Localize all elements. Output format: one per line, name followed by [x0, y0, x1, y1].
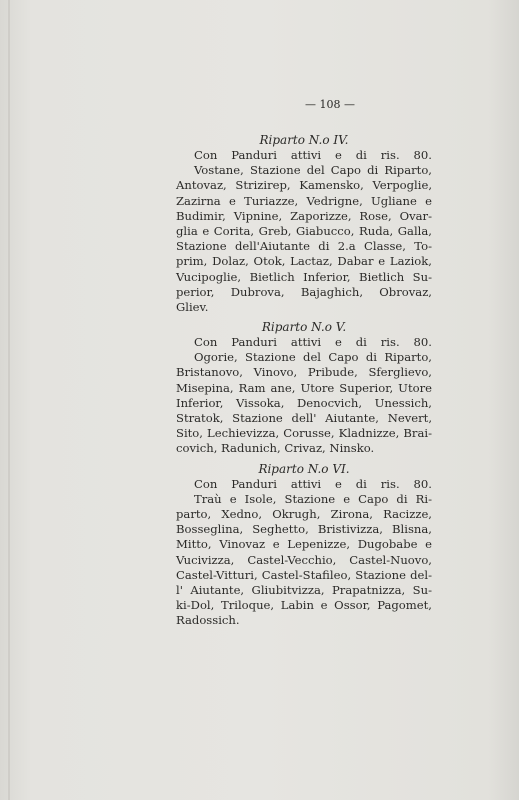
section-iv-line: Gliev. — [176, 299, 209, 314]
section-iv-line: Budimir, Vipnine, Zaporizze, Rose, Ovar- — [176, 208, 432, 223]
section-vi-line: Traù e Isole, Stazione e Capo di Ri- — [194, 491, 432, 506]
section-v-line: Ogorie, Stazione del Capo di Riparto, — [194, 350, 432, 365]
section-v-line: Bristanovo, Vinovo, Pribude, Sferglievo, — [176, 365, 432, 380]
section-heading-vi: Riparto N.o VI. — [258, 461, 350, 476]
section-iv-line: Vucipoglie, Bietlich Inferior, Bietlich Su- — [176, 269, 432, 284]
section-iv-line: Con Panduri attivi e di ris. 80. — [194, 148, 432, 162]
section-heading-iv: Riparto N.o IV. — [259, 133, 349, 147]
section-iv-line: perior, Dubrova, Bajaghich, Obrovaz, — [176, 284, 432, 299]
section-iv-line: Vostane, Stazione del Capo di Riparto, — [194, 163, 432, 178]
page-fold-shadow — [8, 0, 10, 800]
section-vi-line: Mitto, Vinovaz e Lepenizze, Dugobabe e — [176, 537, 432, 552]
section-iv-line: Stazione dell'Aiutante di 2.a Classe, To- — [176, 239, 432, 254]
section-vi-line: parto, Xedno, Okrugh, Zirona, Racizze, — [176, 506, 432, 521]
section-v-line: Con Panduri attivi e di ris. 80. — [194, 335, 432, 350]
section-v-line: Misepina, Ram ane, Utore Superior, Utore — [176, 380, 432, 395]
section-vi-line: Castel-Vitturi, Castel-Stafileo, Stazione del- — [176, 567, 432, 582]
section-v-line: Sito, Lechievizza, Corusse, Kladnizze, Brai- — [176, 426, 432, 441]
section-iv-line: Antovaz, Strizirep, Kamensko, Verpoglie, — [176, 178, 432, 193]
section-vi-line: Con Panduri attivi e di ris. 80. — [194, 476, 432, 491]
section-vi-line: l' Aiutante, Gliubitvizza, Prapatnizza, Su- — [176, 582, 432, 597]
section-vi-line: Vucivizza, Castel-Vecchio, Castel-Nuovo, — [176, 552, 432, 567]
section-v-line: covich, Radunich, Crivaz, Ninsko. — [176, 441, 375, 456]
section-vi-line: Radossich. — [176, 613, 240, 628]
section-vi-line: ki-Dol, Triloque, Labin e Ossor, Pagomet, — [176, 598, 432, 613]
section-vi-line: Bosseglina, Seghetto, Bristivizza, Blisna, — [176, 522, 432, 537]
section-v-line: Inferior, Vissoka, Denocvich, Unessich, — [176, 395, 432, 410]
section-v-line: Stratok, Stazione dell' Aiutante, Nevert, — [176, 411, 432, 425]
section-iv-line: Zazirna e Turiazze, Vedrigne, Ugliane e — [176, 193, 432, 208]
section-heading-v: Riparto N.o V. — [261, 320, 347, 335]
section-iv-line: glia e Corita, Greb, Giabucco, Ruda, Galla, — [176, 223, 432, 238]
page-text-block — [176, 96, 432, 628]
page-number: — 108 — — [305, 98, 355, 111]
section-iv-line: prim, Dolaz, Otok, Lactaz, Dabar e Laziok, — [176, 254, 432, 269]
